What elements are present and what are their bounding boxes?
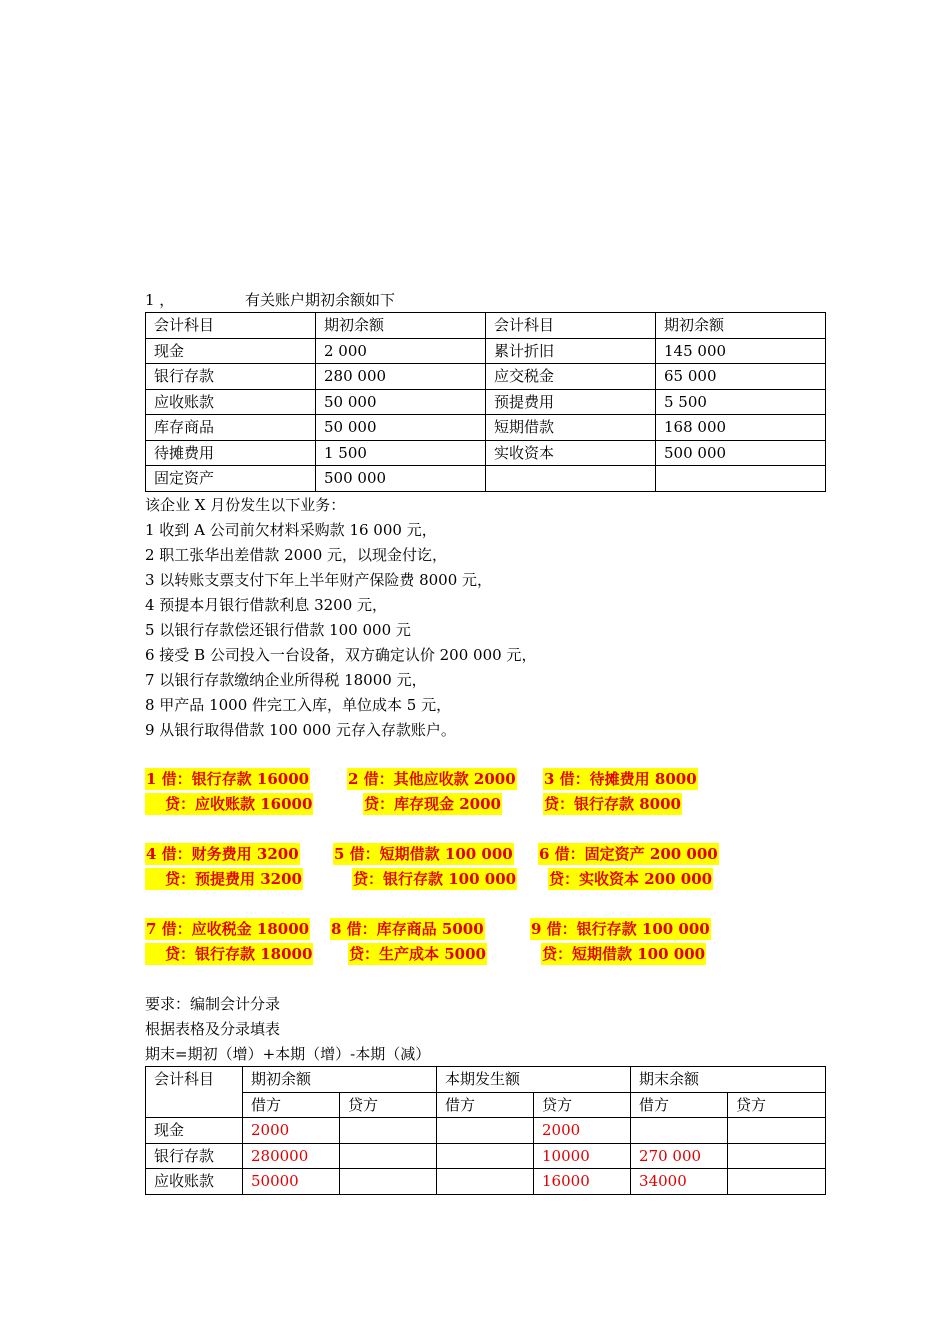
subheader-debit: 借方	[437, 1092, 534, 1118]
table-cell: 预提费用	[486, 389, 656, 415]
table-cell: 1 500	[316, 440, 486, 466]
table-cell: 现金	[146, 338, 316, 364]
value-cell	[728, 1143, 826, 1169]
table-cell: 应交税金	[486, 364, 656, 390]
business-item: 4 预提本月银行借款利息 3200 元，	[145, 596, 388, 614]
business-item: 9 从银行取得借款 100 000 元存入存款账户。	[145, 721, 456, 739]
table-cell: 实收资本	[486, 440, 656, 466]
header-group-closing: 期末余额	[631, 1067, 826, 1093]
table-cell: 65 000	[656, 364, 826, 390]
subheader-credit: 贷方	[340, 1092, 437, 1118]
business-item: 5 以银行存款偿还银行借款 100 000 元	[145, 621, 411, 639]
table-cell: 50 000	[316, 389, 486, 415]
business-item: 1 收到 A 公司前欠材料采购款 16 000 元，	[145, 521, 437, 539]
header-cell-account: 会计科目	[146, 1067, 243, 1118]
value-cell	[340, 1118, 437, 1144]
journal-entry-debit: 4 借：财务费用 3200	[146, 845, 299, 863]
opening-balance-table	[145, 312, 826, 492]
subheader-credit: 贷方	[728, 1092, 826, 1118]
table-row	[146, 338, 826, 364]
table-cell: 2 000	[316, 338, 486, 364]
journal-entry-credit: 贷：银行存款 8000	[544, 795, 681, 813]
table-cell	[486, 466, 656, 492]
value-cell	[728, 1118, 826, 1144]
value-cell: 50000	[243, 1169, 340, 1195]
header-cell: 会计科目	[486, 313, 656, 339]
table-cell: 500 000	[316, 466, 486, 492]
table-cell: 库存商品	[146, 415, 316, 441]
business-item: 3 以转账支票支付下年上半年财产保险费 8000 元，	[145, 571, 493, 589]
table-row	[146, 1118, 826, 1144]
value-cell	[437, 1143, 534, 1169]
business-item: 8 甲产品 1000 件完工入库，单位成本 5 元，	[145, 696, 452, 714]
account-cell: 应收账款	[146, 1169, 243, 1195]
journal-entry-credit: 贷：生产成本 5000	[349, 945, 486, 963]
table-subheader-row	[146, 1092, 826, 1118]
table-row	[146, 1143, 826, 1169]
value-cell: 2000	[243, 1118, 340, 1144]
journal-entry-credit: 贷：库存现金 2000	[364, 795, 501, 813]
question-number: 1 ，	[145, 291, 175, 309]
value-cell: 34000	[631, 1169, 728, 1195]
table-cell	[656, 466, 826, 492]
business-item: 2 职工张华出差借款 2000 元，以现金付讫，	[145, 546, 448, 564]
header-cell: 期初余额	[316, 313, 486, 339]
table-row	[146, 415, 826, 441]
table-cell: 待摊费用	[146, 440, 316, 466]
value-cell: 270 000	[631, 1143, 728, 1169]
value-cell	[728, 1169, 826, 1195]
table-row	[146, 1169, 826, 1195]
value-cell	[437, 1118, 534, 1144]
business-item: 7 以银行存款缴纳企业所得税 18000 元，	[145, 671, 427, 689]
value-cell	[340, 1143, 437, 1169]
header-cell: 期初余额	[656, 313, 826, 339]
subheader-debit: 借方	[631, 1092, 728, 1118]
value-cell: 16000	[534, 1169, 631, 1195]
journal-entry-debit: 2 借：其他应收款 2000	[348, 770, 516, 788]
account-cell: 现金	[146, 1118, 243, 1144]
journal-entry-credit: 贷：应收账款 16000	[145, 793, 313, 815]
subheader-credit: 贷方	[534, 1092, 631, 1118]
table-header-row	[146, 313, 826, 339]
table-cell: 固定资产	[146, 466, 316, 492]
table-cell: 145 000	[656, 338, 826, 364]
journal-entry-credit: 贷：银行存款 100 000	[353, 870, 517, 888]
journal-entry-credit: 贷：银行存款 18000	[145, 943, 313, 965]
journal-entry-credit: 贷：短期借款 100 000	[542, 945, 706, 963]
table-row	[146, 466, 826, 492]
journal-entry-debit: 6 借：固定资产 200 000	[539, 845, 718, 863]
account-cell: 银行存款	[146, 1143, 243, 1169]
table-cell: 应收账款	[146, 389, 316, 415]
value-cell: 2000	[534, 1118, 631, 1144]
header-group-opening: 期初余额	[243, 1067, 437, 1093]
value-cell	[631, 1118, 728, 1144]
journal-entry-debit: 5 借：短期借款 100 000	[334, 845, 513, 863]
journal-entry-debit: 7 借：应收税金 18000	[146, 920, 310, 938]
value-cell	[340, 1169, 437, 1195]
journal-entry-debit: 8 借：库存商品 5000	[331, 920, 484, 938]
table-cell: 短期借款	[486, 415, 656, 441]
business-heading: 该企业 X 月份发生以下业务：	[145, 496, 346, 514]
table-cell: 银行存款	[146, 364, 316, 390]
requirement-line: 根据表格及分录填表	[145, 1020, 281, 1038]
journal-entry-debit: 3 借：待摊费用 8000	[544, 770, 697, 788]
journal-entry-debit: 1 借：银行存款 16000	[146, 770, 310, 788]
journal-entry-credit: 贷：预提费用 3200	[145, 868, 303, 890]
table-row	[146, 364, 826, 390]
table-cell: 5 500	[656, 389, 826, 415]
header-group-current: 本期发生额	[437, 1067, 631, 1093]
business-item: 6 接受 B 公司投入一台设备，双方确定认价 200 000 元，	[145, 646, 537, 664]
requirement-line: 要求：编制会计分录	[145, 995, 281, 1013]
subheader-debit: 借方	[243, 1092, 340, 1118]
table-cell: 168 000	[656, 415, 826, 441]
table-cell: 50 000	[316, 415, 486, 441]
intro-text: 有关账户期初余额如下	[245, 291, 396, 309]
value-cell: 10000	[534, 1143, 631, 1169]
table-cell: 500 000	[656, 440, 826, 466]
journal-entry-debit: 9 借：银行存款 100 000	[531, 920, 710, 938]
table-row	[146, 440, 826, 466]
table-cell: 累计折旧	[486, 338, 656, 364]
journal-entry-credit: 贷：实收资本 200 000	[549, 870, 713, 888]
table-cell: 280 000	[316, 364, 486, 390]
header-cell: 会计科目	[146, 313, 316, 339]
table-header-row	[146, 1067, 826, 1093]
balance-worksheet-table	[145, 1066, 826, 1195]
formula-line: 期末=期初（增）+本期（增）-本期（减）	[145, 1045, 431, 1063]
value-cell	[437, 1169, 534, 1195]
value-cell: 280000	[243, 1143, 340, 1169]
table-row	[146, 389, 826, 415]
